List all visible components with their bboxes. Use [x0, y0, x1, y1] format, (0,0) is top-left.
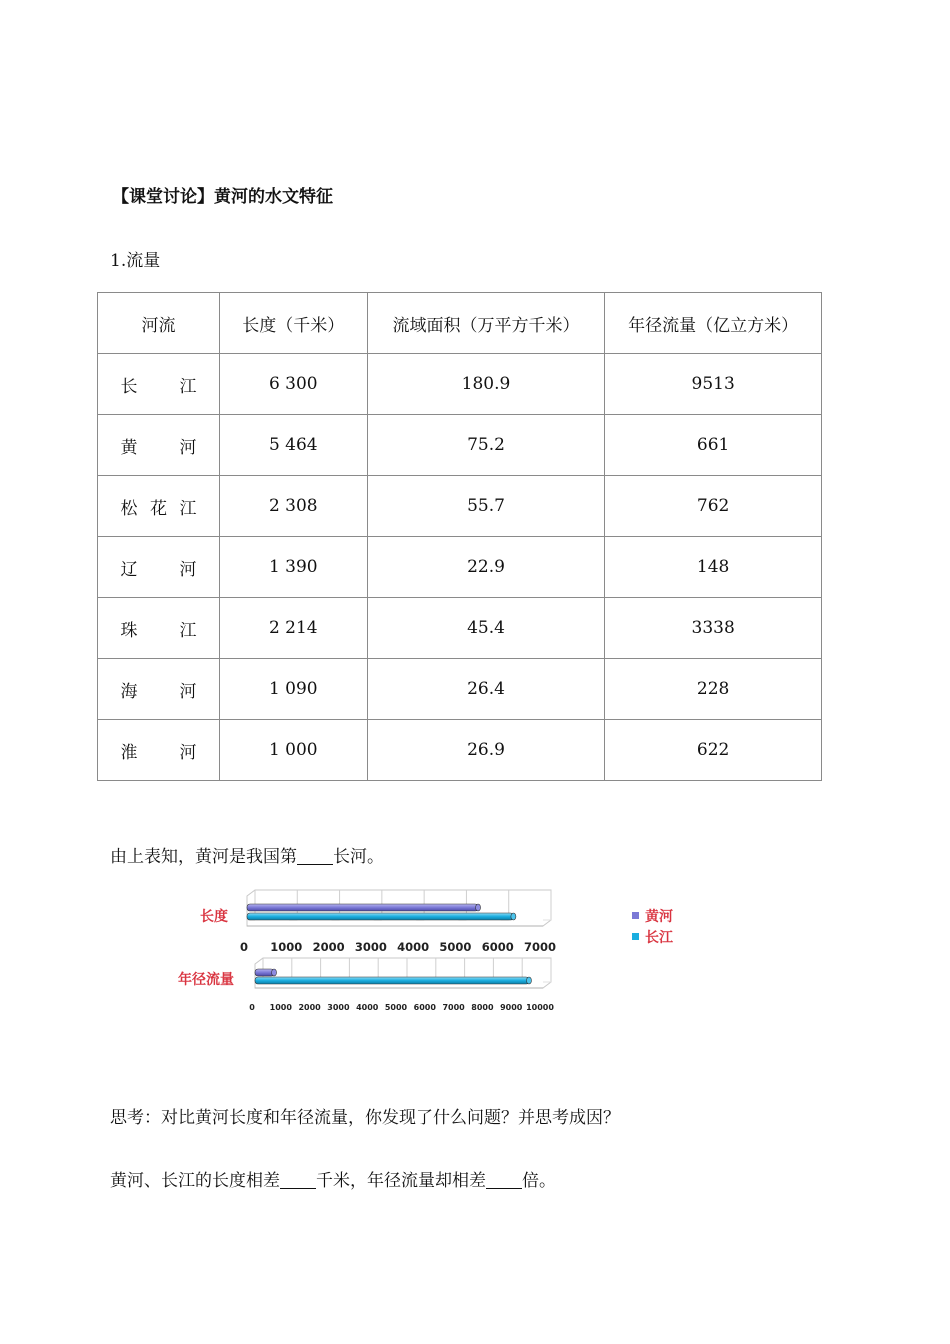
tick-label: 5000: [439, 940, 472, 954]
legend-label: 黄河: [645, 909, 673, 925]
question-text: 由上表知，黄河是我国第: [110, 847, 297, 867]
axis-category-label: 长度: [200, 909, 228, 925]
question-text: 倍。: [522, 1171, 556, 1191]
table-cell: 148: [605, 537, 822, 598]
table-cell: 45.4: [367, 598, 605, 659]
tick-label: 7000: [442, 1003, 465, 1012]
subsection-title: 1.流量: [110, 251, 161, 271]
table-cell: 55.7: [367, 476, 605, 537]
tick-label: 2000: [312, 940, 345, 954]
table-cell: 2 308: [219, 476, 367, 537]
answer-blank[interactable]: [280, 1171, 316, 1189]
tick-label: 6000: [413, 1003, 436, 1012]
tick-label: 6000: [481, 940, 514, 954]
table-header-row: [98, 293, 822, 354]
river-name-cell: [98, 476, 220, 537]
river-name: 黄河: [120, 437, 197, 458]
river-name-cell: [98, 720, 220, 781]
column-header: 河流: [98, 293, 220, 354]
table-row: [98, 415, 822, 476]
bar: [247, 913, 513, 920]
question-think: 思考：对比黄河长度和年径流量，你发现了什么问题？并思考成因？: [110, 1108, 620, 1128]
table-cell: 762: [605, 476, 822, 537]
bar-end-cap: [511, 913, 516, 920]
river-name: 海河: [120, 681, 197, 702]
bar: [255, 977, 529, 984]
bar-end-cap: [272, 969, 277, 976]
column-header: 年径流量（亿立方米）: [605, 293, 822, 354]
question-rank: [110, 842, 384, 867]
tick-label: 2000: [298, 1003, 321, 1012]
river-name-cell: [98, 598, 220, 659]
answer-blank[interactable]: [297, 847, 333, 865]
river-name: 淮河: [120, 742, 197, 763]
table-cell: 180.9: [367, 354, 605, 415]
table-cell: 75.2: [367, 415, 605, 476]
river-name-cell: [98, 415, 220, 476]
table-cell: 26.9: [367, 720, 605, 781]
answer-blank[interactable]: [486, 1171, 522, 1189]
table-cell: 228: [605, 659, 822, 720]
table-row: [98, 598, 822, 659]
tick-label: 8000: [471, 1003, 494, 1012]
table-cell: 1 000: [219, 720, 367, 781]
tick-label: 5000: [384, 1003, 408, 1012]
river-name: 珠江: [120, 620, 197, 641]
column-header: 长度（千米）: [219, 293, 367, 354]
tick-label: 1000: [269, 1003, 292, 1012]
tick-label: 0: [249, 1003, 255, 1012]
section-heading: 【课堂讨论】黄河的水文特征: [112, 187, 333, 207]
tick-label: 7000: [523, 940, 557, 954]
legend-swatch: [632, 912, 639, 919]
river-name: 辽河: [120, 559, 197, 580]
question-text: 千米，年径流量却相差: [316, 1171, 486, 1191]
table-cell: 3338: [605, 598, 822, 659]
tick-label: 4000: [356, 1003, 379, 1012]
table-row: [98, 659, 822, 720]
column-header: 流域面积（万平方千米）: [367, 293, 605, 354]
table-cell: 1 090: [219, 659, 367, 720]
river-name: 长江: [120, 376, 197, 397]
table-cell: 622: [605, 720, 822, 781]
legend-label: 长江: [645, 930, 673, 946]
question-text: 长河。: [333, 847, 384, 867]
question-compare: [110, 1166, 556, 1191]
river-name-cell: [98, 659, 220, 720]
tick-label: 9000: [500, 1003, 523, 1012]
table-row: [98, 354, 822, 415]
tick-label: 4000: [397, 940, 430, 954]
tick-label: 0: [239, 940, 249, 954]
tick-label: 10000: [526, 1003, 554, 1012]
river-name-cell: [98, 354, 220, 415]
river-name: 松花江: [120, 498, 197, 519]
question-text: 黄河、长江的长度相差: [110, 1171, 280, 1191]
table-cell: 2 214: [219, 598, 367, 659]
legend-swatch: [632, 933, 639, 940]
table-row: [98, 476, 822, 537]
table-cell: 9513: [605, 354, 822, 415]
river-comparison-chart: [150, 888, 710, 1023]
table-cell: 22.9: [367, 537, 605, 598]
river-table: [97, 292, 822, 781]
table-cell: 661: [605, 415, 822, 476]
table-cell: 26.4: [367, 659, 605, 720]
bar-end-cap: [476, 904, 481, 911]
table-cell: 6 300: [219, 354, 367, 415]
bar: [247, 904, 478, 911]
table-cell: 5 464: [219, 415, 367, 476]
table-cell: 1 390: [219, 537, 367, 598]
tick-label: 3000: [327, 1003, 350, 1012]
tick-label: 3000: [354, 940, 387, 954]
table-row: [98, 720, 822, 781]
axis-category-label: 年径流量: [178, 972, 234, 988]
bar-end-cap: [526, 977, 531, 984]
tick-label: 1000: [270, 940, 303, 954]
bar: [255, 969, 274, 976]
table-row: [98, 537, 822, 598]
river-name-cell: [98, 537, 220, 598]
